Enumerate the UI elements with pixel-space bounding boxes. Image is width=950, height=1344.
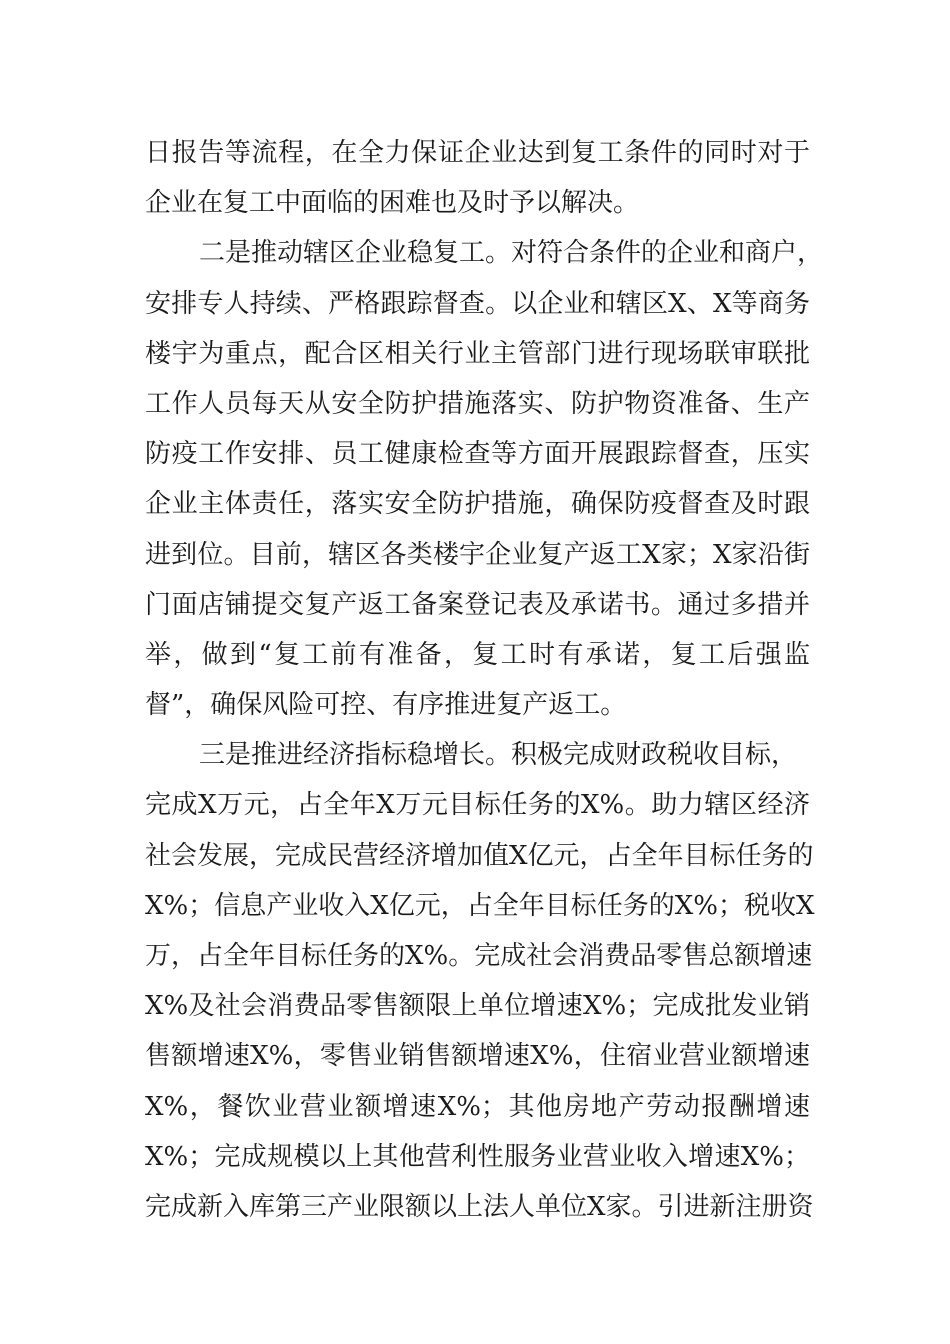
text-line: 进到位。目前，辖区各类楼宇企业复产返工X家；X家沿街 bbox=[145, 539, 810, 570]
text-line: X%；完成规模以上其他营利性服务业营业收入增速X%； bbox=[145, 1141, 810, 1172]
text-line: 安排专人持续、严格跟踪督查。以企业和辖区X、X等商务 bbox=[145, 288, 810, 319]
text-line: 万，占全年目标任务的X%。完成社会消费品零售总额增速 bbox=[145, 941, 813, 971]
text-line: 完成X万元，占全年X万元目标任务的X%。助力辖区经济 bbox=[145, 790, 810, 821]
text-line: 防疫工作安排、员工健康检查等方面开展跟踪督查，压实 bbox=[145, 439, 810, 470]
text-line: 楼宇为重点，配合区相关行业主管部门进行现场联审联批 bbox=[145, 338, 810, 369]
text-line: 社会发展，完成民营经济增加值X亿元，占全年目标任务的 bbox=[145, 840, 814, 871]
text-line: 企业在复工中面临的困难也及时予以解决。 bbox=[145, 188, 640, 219]
text-line: X%及社会消费品零售额限上单位增速X%；完成批发业销 bbox=[145, 991, 810, 1022]
text-line: 三是推进经济指标稳增长。积极完成财政税收目标， bbox=[199, 740, 798, 771]
text-line: 工作人员每天从安全防护措施落实、防护物资准备、生产 bbox=[145, 388, 810, 419]
document-body bbox=[145, 128, 824, 1232]
text-line: 督”，确保风险可控、有序推进复产返工。 bbox=[145, 690, 627, 721]
text-line: 举，做到“复工前有准备，复工时有承诺，复工后强监 bbox=[145, 639, 810, 670]
text-line: 企业主体责任，落实安全防护措施，确保防疫督查及时跟 bbox=[145, 489, 810, 520]
text-line: 二是推动辖区企业稳复工。对符合条件的企业和商户， bbox=[199, 238, 824, 269]
text-line: 售额增速X%，零售业销售额增速X%，住宿业营业额增速 bbox=[145, 1041, 810, 1072]
text-line: X%；信息产业收入X亿元，占全年目标任务的X%；税收X bbox=[145, 890, 815, 921]
text-line: X%，餐饮业营业额增速X%；其他房地产劳动报酬增速 bbox=[145, 1091, 810, 1122]
text-line: 完成新入库第三产业限额以上法人单位X家。引进新注册资 bbox=[145, 1191, 814, 1222]
text-line: 日报告等流程，在全力保证企业达到复工条件的同时对于 bbox=[145, 138, 810, 168]
text-line: 门面店铺提交复产返工备案登记表及承诺书。通过多措并 bbox=[145, 589, 810, 620]
